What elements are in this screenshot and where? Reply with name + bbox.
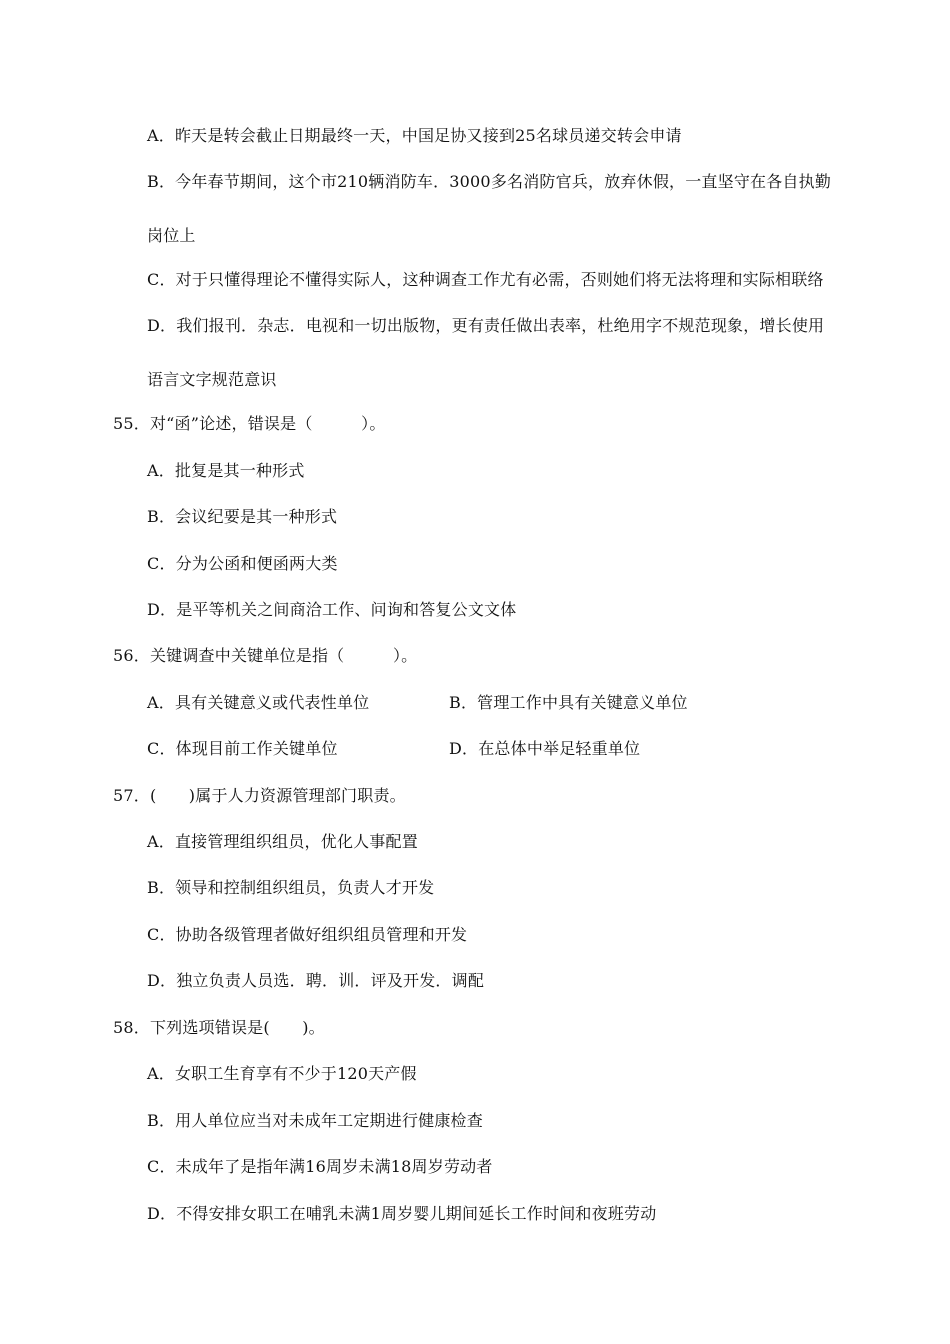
q54-option-d-line2: 语言文字规范意识 bbox=[147, 370, 277, 389]
q58-option-c: C．未成年了是指年满16周岁未满18周岁劳动者 bbox=[147, 1157, 493, 1176]
q57-option-b: B．领导和控制组织组员，负责人才开发 bbox=[147, 878, 435, 897]
q58-option-b: B．用人单位应当对未成年工定期进行健康检查 bbox=[147, 1111, 483, 1130]
q57-option-c: C．协助各级管理者做好组织组员管理和开发 bbox=[147, 925, 468, 944]
q57-option-a: A．直接管理组织组员，优化人事配置 bbox=[147, 832, 418, 851]
q54-option-b-line2: 岗位上 bbox=[147, 226, 196, 245]
q55-option-d: D．是平等机关之间商洽工作、问询和答复公文文体 bbox=[147, 600, 517, 619]
q55-option-a: A．批复是其一种形式 bbox=[147, 461, 305, 480]
q54-option-d-line1: D．我们报刊．杂志．电视和一切出版物，更有责任做出表率，杜绝用字不规范现象，增长使用 bbox=[147, 316, 825, 335]
q58-option-a: A．女职工生育享有不少于120天产假 bbox=[147, 1064, 417, 1083]
q58-option-d: D．不得安排女职工在哺乳未满1周岁婴儿期间延长工作时间和夜班劳动 bbox=[147, 1204, 657, 1223]
q57-option-d: D．独立负责人员选．聘．训．评及开发．调配 bbox=[147, 971, 485, 990]
q55-option-c: C．分为公函和便函两大类 bbox=[147, 554, 338, 573]
q56-option-a: A．具有关键意义或代表性单位 bbox=[147, 693, 370, 712]
q57-stem: 57．( )属于人力资源管理部门职责。 bbox=[113, 786, 406, 805]
q56-option-b: B．管理工作中具有关键意义单位 bbox=[449, 693, 688, 712]
q54-option-c: C．对于只懂得理论不懂得实际人，这种调查工作尤有必需，否则她们将无法将理和实际相联络 bbox=[147, 270, 824, 289]
q55-stem: 55．对“函”论述，错误是（ ）。 bbox=[113, 414, 386, 433]
q56-option-c: C．体现目前工作关键单位 bbox=[147, 739, 338, 758]
q54-option-b-line1: B．今年春节期间，这个市210辆消防车．3000多名消防官兵，放弃休假，一直坚守在各自执勤 bbox=[147, 172, 832, 191]
q56-option-d: D．在总体中举足轻重单位 bbox=[449, 739, 641, 758]
q58-stem: 58．下列选项错误是( )。 bbox=[113, 1018, 325, 1037]
q56-stem: 56．关键调查中关键单位是指（ ）。 bbox=[113, 646, 418, 665]
q54-option-a: A．昨天是转会截止日期最终一天，中国足协又接到25名球员递交转会申请 bbox=[147, 126, 682, 145]
q55-option-b: B．会议纪要是其一种形式 bbox=[147, 507, 338, 526]
